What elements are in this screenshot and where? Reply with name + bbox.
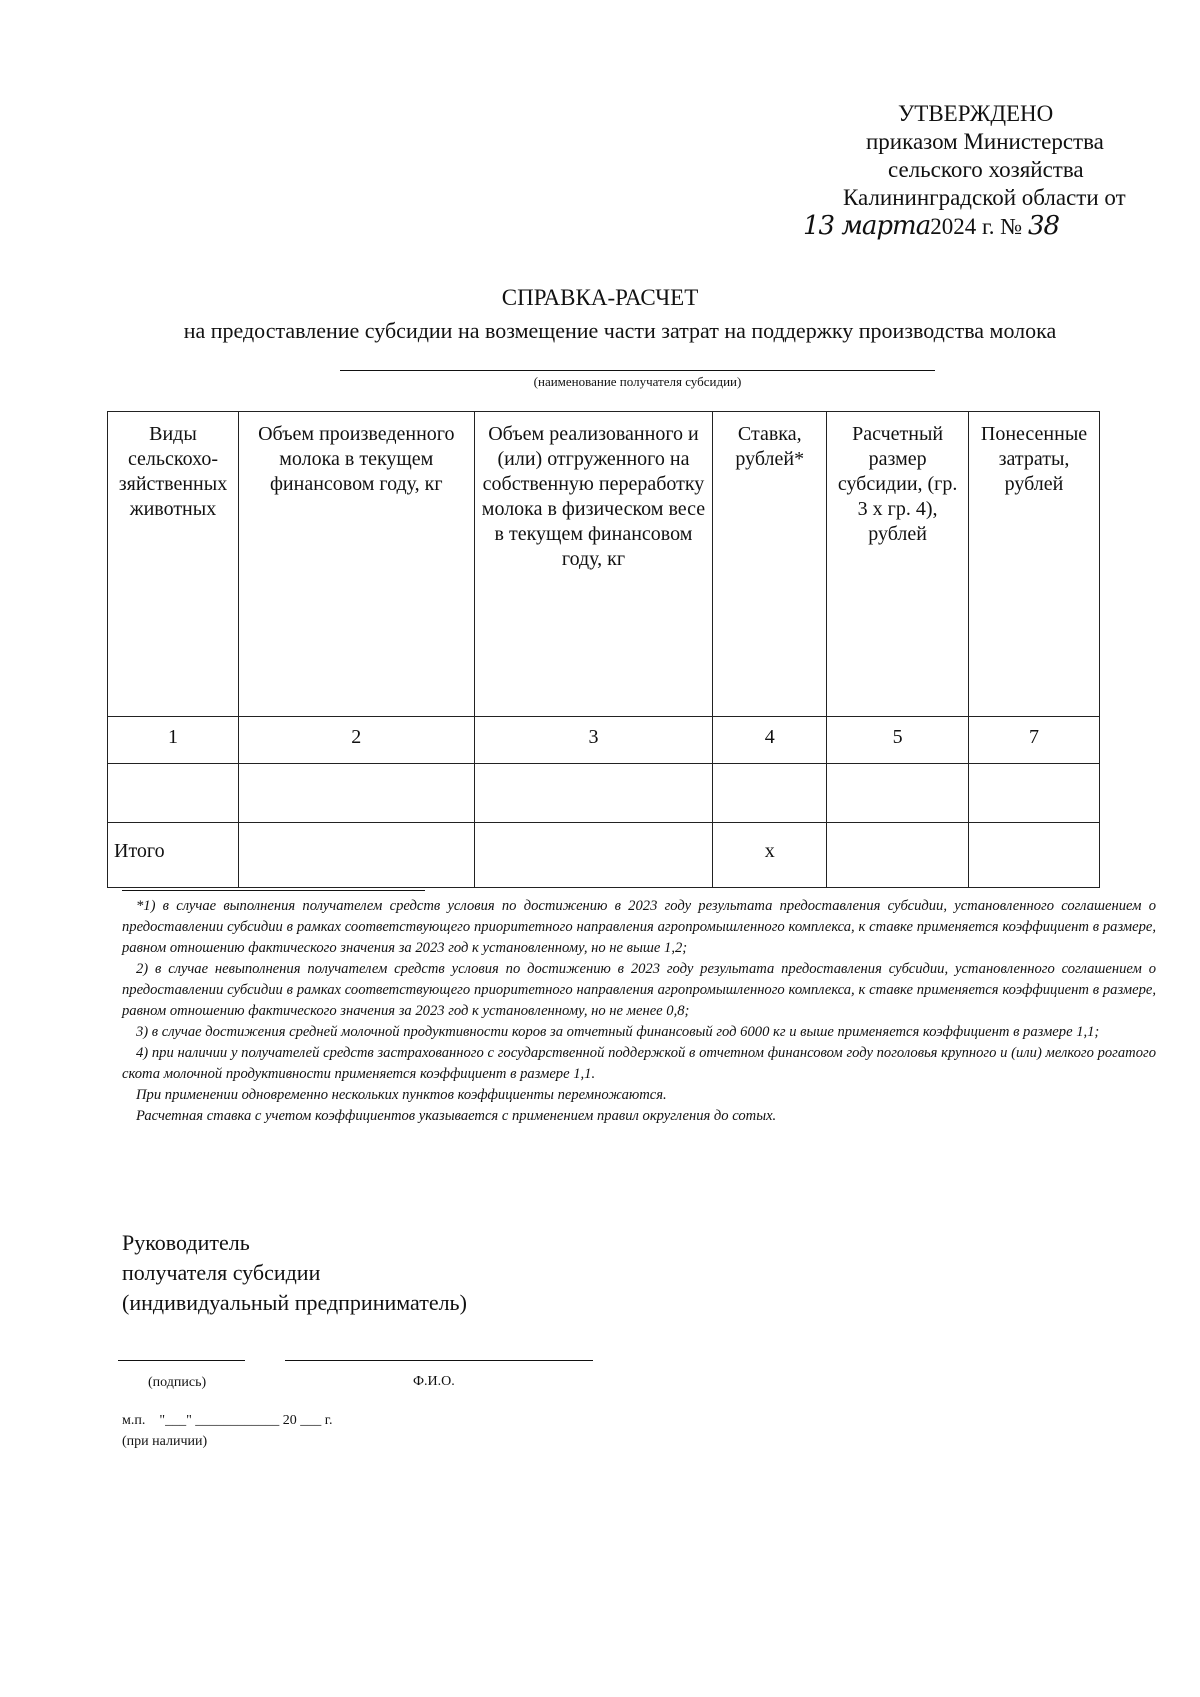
column-number: 3: [474, 717, 713, 764]
footnote: *1) в случае выполнения получателем средств условия по достижению в 2023 году результата предоставления субсидии, установленного соглашением о предоставлении субсидии в рамках соответствующего приоритетного направления агропромышленного комплекса, к ставке применяется коэффициент в размере, равном отношению фактического значения за 2023 год к установленному, но не выше 1,2;: [122, 898, 1156, 956]
table-cell: [108, 764, 239, 823]
fio-line: [285, 1360, 593, 1361]
approval-line: сельского хозяйства: [888, 157, 1084, 182]
table-cell: [713, 764, 827, 823]
document-subtitle: на предоставление субсидии на возмещение части затрат на поддержку производства молока: [183, 318, 1057, 343]
handwritten-date: 13 марта: [803, 211, 931, 241]
column-number-row: [108, 717, 1100, 764]
column-number: 5: [827, 717, 969, 764]
approval-line: приказом Министерства: [866, 129, 1104, 154]
table-cell: [474, 764, 713, 823]
signer-block: [122, 1228, 467, 1318]
handwritten-order-number: 38: [1028, 211, 1060, 241]
footnote: 3) в случае достижения средней молочной продуктивности коров за отчетный финансовый год 6000 кг и выше применяется коэффициент в размере 1,1;: [136, 1024, 1100, 1040]
header-cell: Расчетный размер субсидии, (гр. 3 х гр. 4), рублей: [827, 412, 969, 717]
table-cell: [238, 764, 474, 823]
approval-heading: УТВЕРЖДЕНО: [898, 101, 1054, 126]
calculation-table: [107, 411, 1100, 888]
footnote: 4) при наличии у получателей средств застрахованного с государственной поддержкой в отчетном финансовом году поголовья крупного и (или) мелкого рогатого скота молочной продуктивности применяется коэффициент в размере 1,1.: [122, 1045, 1156, 1082]
signer-line: Руководитель: [122, 1230, 250, 1255]
total-rate-cell: х: [713, 823, 827, 888]
signer-line: получателя субсидии: [122, 1260, 321, 1285]
signature-caption: (подпись): [148, 1375, 207, 1390]
table-cell: [238, 823, 474, 888]
table-row: [108, 764, 1100, 823]
signer-line: (индивидуальный предприниматель): [122, 1290, 467, 1315]
table-cell: [969, 823, 1100, 888]
header-cell: Объем реализованного и (или) отгруженного на собственную переработку молока в физическом весе в текущем финансовом году, кг: [474, 412, 713, 717]
document-title: СПРАВКА-РАСЧЕТ: [501, 285, 699, 310]
footnote: 2) в случае невыполнения получателем средств условия по достижению в 2023 году результата предоставления субсидии, установленного соглашением о предоставлении субсидии в рамках соответствующего приоритетного направления агропромышленного комплекса, к ставке применяется коэффициент в размере, равном отношению фактического значения за 2023 год к установленному, но не менее 0,8;: [122, 961, 1156, 1019]
stamp-note: (при наличии): [122, 1434, 208, 1449]
column-number: 4: [713, 717, 827, 764]
header-cell: Понесенные затраты, рублей: [969, 412, 1100, 717]
table-header-row: [108, 412, 1100, 717]
column-number: 2: [238, 717, 474, 764]
table-cell: [474, 823, 713, 888]
footnote: При применении одновременно нескольких пунктов коэффициенты перемножаются.: [136, 1087, 667, 1103]
recipient-caption: (наименование получателя субсидии): [533, 374, 742, 389]
header-cell: Объем произведенного молока в текущем финансовом году, кг: [238, 412, 474, 717]
table-cell: [827, 823, 969, 888]
recipient-name-line: [340, 370, 935, 371]
fio-caption: Ф.И.О.: [413, 1374, 455, 1389]
approval-date-line: [803, 212, 1059, 241]
table-cell: [969, 764, 1100, 823]
total-label: Итого: [108, 823, 239, 888]
total-row: [108, 823, 1100, 888]
footnote-separator: [122, 890, 425, 891]
header-cell: Виды сельскохо-зяйственных животных: [108, 412, 239, 717]
approval-line: Калининградской области от: [843, 185, 1126, 210]
stamp-date-line: м.п. "___" ____________ 20 ___ г.: [122, 1413, 333, 1428]
footnote: Расчетная ставка с учетом коэффициентов указывается с применением правил округления до сотых.: [136, 1108, 777, 1124]
column-number: 7: [969, 717, 1100, 764]
header-cell: Ставка, рублей*: [713, 412, 827, 717]
column-number: 1: [108, 717, 239, 764]
footnotes: [122, 896, 1156, 1127]
signature-line: [118, 1360, 245, 1361]
table-cell: [827, 764, 969, 823]
order-year: 2024 г. №: [930, 214, 1023, 239]
